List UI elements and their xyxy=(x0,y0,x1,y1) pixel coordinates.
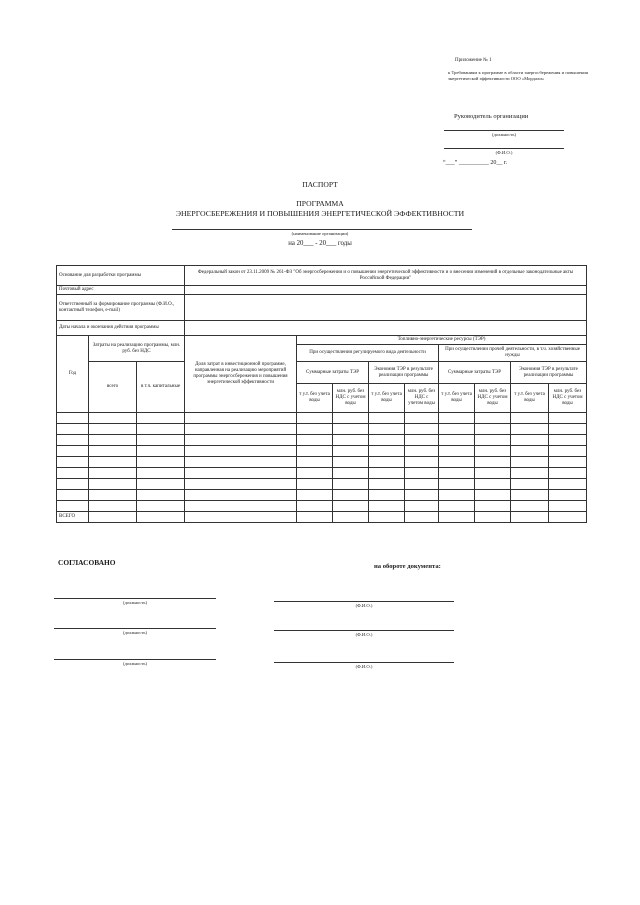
signature-position-caption-2: (должность) xyxy=(122,630,148,635)
info-value-address xyxy=(185,286,587,295)
table-row xyxy=(57,413,587,424)
table-row xyxy=(57,446,587,457)
total-row-label: ВСЕГО xyxy=(57,512,89,523)
col-costs-header: Затраты на реализацию программы, млн. руб. без НДС xyxy=(89,336,185,362)
signature-name-caption-3: (Ф.И.О.) xyxy=(355,664,373,669)
position-caption: (должность) xyxy=(491,132,517,137)
col-unit-fuel-2: т у.т. без учета воды xyxy=(369,384,405,413)
program-years: на 20___ - 20___ годы xyxy=(288,240,352,247)
col-unit-fuel-3: т у.т. без учета воды xyxy=(439,384,475,413)
col-other-savings: Экономия ТЭР в результате реализации программы xyxy=(511,362,587,384)
agreed-heading: СОГЛАСОВАНО xyxy=(58,558,116,567)
signature-name-line-2 xyxy=(274,630,454,631)
approval-date-line: “___” __________ 20__ г. xyxy=(443,160,508,166)
signature-name-line-3 xyxy=(274,662,454,663)
passport-table xyxy=(56,265,587,523)
head-of-organization-label: Руководитель организации xyxy=(454,113,529,120)
program-subject: ЭНЕРГОСБЕРЕЖЕНИЯ И ПОВЫШЕНИЯ ЭНЕРГЕТИЧЕСКОЙ ЭФФЕКТИВНОСТИ xyxy=(175,209,465,218)
signature-position-line-3 xyxy=(54,659,216,660)
table-row xyxy=(57,490,587,501)
program-title: ПРОГРАММА xyxy=(296,199,344,208)
table-row xyxy=(57,424,587,435)
info-label-dates: Даты начала и окончания действия программы xyxy=(57,321,185,336)
organization-caption: (наименование организации) xyxy=(291,231,349,236)
col-fer-header: Топливно-энергетические ресурсы (ТЭР) xyxy=(297,336,587,345)
col-unit-money-1: млн. руб. без НДС с учетом воды xyxy=(333,384,369,413)
signature-name-line-1 xyxy=(274,601,454,602)
header-row-1 xyxy=(57,336,587,345)
table-row xyxy=(57,479,587,490)
col-costs-capital-header: в т.ч. капитальные xyxy=(137,362,185,413)
info-row-responsible xyxy=(57,295,587,321)
col-unit-money-2: млн. руб. без НДС с учетом воды xyxy=(405,384,439,413)
table-row xyxy=(57,435,587,446)
info-value-dates xyxy=(185,321,587,336)
reverse-side-note: на обороте документа: xyxy=(374,563,441,570)
col-other-header: При осуществлении прочей деятельности, в т.ч. хозяйственные нужды xyxy=(439,345,587,362)
table-row xyxy=(57,468,587,479)
signature-name-caption-2: (Ф.И.О.) xyxy=(355,632,373,637)
col-regulated-header: При осуществлении регулируемого вида деятельности xyxy=(297,345,439,362)
col-year-header: Год xyxy=(57,336,89,413)
info-row-basis xyxy=(57,266,587,286)
col-costs-total-header: всего xyxy=(89,362,137,413)
signature-name-caption-1: (Ф.И.О.) xyxy=(355,603,373,608)
info-value-responsible xyxy=(185,295,587,321)
appendix-label: Приложение № 1 xyxy=(455,58,492,63)
info-label-address: Почтовый адрес xyxy=(57,286,185,295)
col-unit-fuel-1: т у.т. без учета воды xyxy=(297,384,333,413)
info-label-responsible: Ответственный за формирование программы (Ф.И.О., контактный телефон, e-mail) xyxy=(57,295,185,321)
col-unit-money-4: млн. руб. без НДС с учетом воды xyxy=(549,384,587,413)
col-regulated-savings: Экономия ТЭР в результате реализации программы xyxy=(369,362,439,384)
table-row xyxy=(57,501,587,512)
signature-position-line-1 xyxy=(54,598,216,599)
table-row xyxy=(57,457,587,468)
info-value-basis: Федеральный закон от 23.11.2009 № 261-ФЗ "Об энергосбережении и о повышении энергетической эффективности и о внесении изменений в отдельные законодательные акты Российской Федерации" xyxy=(185,266,587,286)
col-unit-money-3: млн. руб. без НДС с учетом воды xyxy=(475,384,511,413)
passport-title: ПАСПОРТ xyxy=(302,180,338,189)
fio-line xyxy=(444,148,564,149)
col-unit-fuel-4: т у.т. без учета воды xyxy=(511,384,549,413)
total-row xyxy=(57,512,587,523)
col-share-header: Доля затрат в инвестиционной программе, направленная на реализацию мероприятий программы энергосбережения и повышения энергетической эффективности xyxy=(185,336,297,413)
signature-position-caption-1: (должность) xyxy=(122,600,148,605)
col-other-total-costs: Суммарные затраты ТЭР xyxy=(439,362,511,384)
signature-position-line-2 xyxy=(54,628,216,629)
requirements-reference: к Требованиям к программе в области энергосбережения и повышения энергетической эффективности ООО «Мордали» xyxy=(448,70,588,82)
col-regulated-total-costs: Суммарные затраты ТЭР xyxy=(297,362,369,384)
info-label-basis: Основание для разработки программы xyxy=(57,266,185,286)
position-line xyxy=(444,130,564,131)
info-row-dates xyxy=(57,321,587,336)
info-row-address xyxy=(57,286,587,295)
organization-name-line xyxy=(172,229,472,230)
signature-position-caption-3: (должность) xyxy=(122,661,148,666)
header-row-3 xyxy=(57,362,587,384)
fio-caption: (Ф.И.О.) xyxy=(495,150,513,155)
